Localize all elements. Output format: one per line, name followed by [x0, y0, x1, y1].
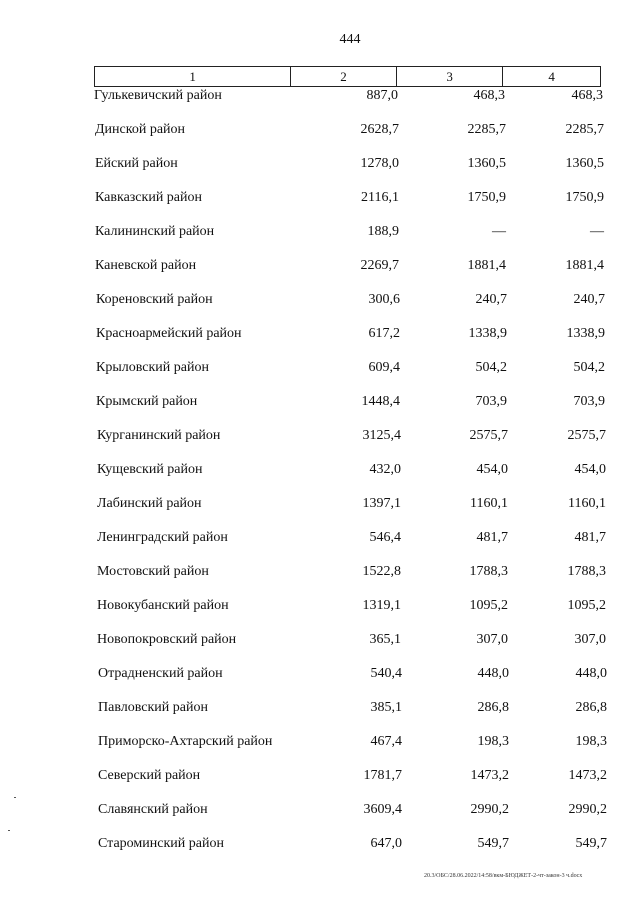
- header-col-4: 4: [548, 69, 555, 84]
- value-col-4: 703,9: [573, 394, 605, 409]
- district-name: Кореновский район: [96, 292, 213, 307]
- value-col-3: 504,2: [475, 360, 507, 375]
- value-col-2: 1448,4: [361, 394, 400, 409]
- district-name: Курганинский район: [97, 428, 221, 443]
- value-col-3: 703,9: [475, 394, 507, 409]
- value-col-2: 2116,1: [361, 190, 399, 205]
- value-col-3: 2285,7: [467, 122, 506, 137]
- value-col-3: 1095,2: [469, 598, 508, 613]
- value-col-4: 2285,7: [565, 122, 604, 137]
- table-row: [0, 598, 640, 632]
- value-col-2: 1522,8: [362, 564, 401, 579]
- value-col-3: 1473,2: [470, 768, 509, 783]
- value-col-3: 286,8: [477, 700, 509, 715]
- district-name: Новопокровский район: [97, 632, 237, 647]
- district-name: Северский район: [98, 768, 201, 783]
- value-col-2: 609,4: [368, 360, 400, 375]
- value-col-4: 2990,2: [568, 802, 607, 817]
- district-name: Лабинский район: [97, 496, 202, 511]
- value-col-4: 198,3: [575, 734, 607, 749]
- value-col-4: 307,0: [574, 632, 606, 647]
- value-col-2: 365,1: [369, 632, 401, 647]
- page-number: 444: [339, 32, 361, 47]
- value-col-2: 1397,1: [362, 496, 401, 511]
- value-col-3: 1338,9: [468, 326, 507, 341]
- value-col-2: 432,0: [369, 462, 401, 477]
- value-col-4: 1881,4: [565, 258, 604, 273]
- table-row: [0, 496, 640, 530]
- table-row: [0, 156, 640, 190]
- value-col-3: 468,3: [473, 88, 505, 103]
- value-col-3: 240,7: [475, 292, 507, 307]
- header-col-1: 1: [95, 67, 291, 86]
- table-row: [0, 258, 640, 292]
- table-row: [0, 190, 640, 224]
- document-footer: 20.3/ОБС/28.06.2022/14:58/вкм-БЮДЖЕТ-2-чт-закон-3 ч.docx: [424, 873, 583, 879]
- value-col-4: 454,0: [574, 462, 606, 477]
- value-col-3: 481,7: [476, 530, 508, 545]
- table-row: [0, 292, 640, 326]
- table-row: [0, 326, 640, 360]
- district-name: Калининский район: [95, 224, 215, 239]
- value-col-4: 286,8: [575, 700, 607, 715]
- value-col-3: 307,0: [476, 632, 508, 647]
- value-col-2: 540,4: [370, 666, 402, 681]
- value-col-2: 647,0: [370, 836, 402, 851]
- table-row: [0, 802, 640, 836]
- value-col-4: 1788,3: [567, 564, 606, 579]
- value-col-2: 385,1: [370, 700, 402, 715]
- value-col-2: 467,4: [370, 734, 402, 749]
- table-row: [0, 700, 640, 734]
- value-col-2: 887,0: [366, 88, 398, 103]
- value-col-4: 448,0: [575, 666, 607, 681]
- value-col-3: 1360,5: [467, 156, 506, 171]
- value-col-2: 188,9: [367, 224, 399, 239]
- district-name: Красноармейский район: [96, 326, 242, 341]
- table-row: [0, 224, 640, 258]
- value-col-3: 1788,3: [469, 564, 508, 579]
- value-col-4: 1473,2: [568, 768, 607, 783]
- district-name: Павловский район: [98, 700, 208, 715]
- value-col-4: 1750,9: [565, 190, 604, 205]
- value-col-2: 2269,7: [360, 258, 399, 273]
- scan-speck: [14, 797, 16, 798]
- district-name: Славянский район: [98, 802, 208, 817]
- value-col-3: 2575,7: [469, 428, 508, 443]
- table-row: [0, 768, 640, 802]
- value-col-3: 1160,1: [470, 496, 508, 511]
- header-col-3: 3: [397, 67, 504, 86]
- table-row: [0, 530, 640, 564]
- district-name: Кавказский район: [95, 190, 203, 205]
- district-name: Отрадненский район: [98, 666, 223, 681]
- value-col-3: 448,0: [477, 666, 509, 681]
- district-name: Ейский район: [95, 156, 178, 171]
- table-row: [0, 88, 640, 122]
- table-body: [0, 88, 640, 870]
- value-col-2: 2628,7: [360, 122, 399, 137]
- value-col-2: 1319,1: [362, 598, 401, 613]
- value-col-2: 3609,4: [363, 802, 402, 817]
- table-row: [0, 462, 640, 496]
- district-name: Староминский район: [98, 836, 224, 851]
- district-name: Мостовский район: [97, 564, 209, 579]
- value-col-4: 468,3: [571, 88, 603, 103]
- district-name: Гулькевичский район: [94, 88, 222, 103]
- district-name: Приморско-Ахтарский район: [98, 734, 273, 749]
- value-col-2: 300,6: [368, 292, 400, 307]
- value-col-3: 198,3: [477, 734, 509, 749]
- value-col-4: 549,7: [575, 836, 607, 851]
- value-col-3: 2990,2: [470, 802, 509, 817]
- value-col-4: 1338,9: [566, 326, 605, 341]
- table-row: [0, 360, 640, 394]
- value-col-3: 1881,4: [467, 258, 506, 273]
- value-col-3: 454,0: [476, 462, 508, 477]
- table-row: [0, 394, 640, 428]
- value-col-3: 1750,9: [467, 190, 506, 205]
- value-col-3: 549,7: [477, 836, 509, 851]
- value-col-4: 481,7: [574, 530, 606, 545]
- table-row: [0, 666, 640, 700]
- value-col-4: —: [590, 224, 604, 239]
- district-name: Кущевский район: [97, 462, 203, 477]
- table-row: [0, 734, 640, 768]
- header-col-2: 2: [291, 67, 397, 86]
- table-row: [0, 122, 640, 156]
- value-col-2: 3125,4: [362, 428, 401, 443]
- district-name: Динской район: [95, 122, 186, 137]
- value-col-2: 546,4: [369, 530, 401, 545]
- scan-speck: [8, 830, 10, 831]
- district-name: Каневской район: [95, 258, 197, 273]
- district-name: Крымский район: [96, 394, 198, 409]
- value-col-2: 1278,0: [360, 156, 399, 171]
- value-col-4: 2575,7: [567, 428, 606, 443]
- value-col-2: 617,2: [368, 326, 400, 341]
- table-row: [0, 632, 640, 666]
- value-col-4: 1160,1: [568, 496, 606, 511]
- table-row: [0, 564, 640, 598]
- value-col-3: —: [492, 224, 506, 239]
- district-name: Крыловский район: [96, 360, 209, 375]
- district-name: Новокубанский район: [97, 598, 229, 613]
- value-col-4: 504,2: [573, 360, 605, 375]
- value-col-2: 1781,7: [363, 768, 402, 783]
- table-header: [94, 66, 601, 87]
- value-col-4: 240,7: [573, 292, 605, 307]
- value-col-4: 1095,2: [567, 598, 606, 613]
- table-row: [0, 428, 640, 462]
- table-row: [0, 836, 640, 870]
- district-name: Ленинградский район: [97, 530, 228, 545]
- value-col-4: 1360,5: [565, 156, 604, 171]
